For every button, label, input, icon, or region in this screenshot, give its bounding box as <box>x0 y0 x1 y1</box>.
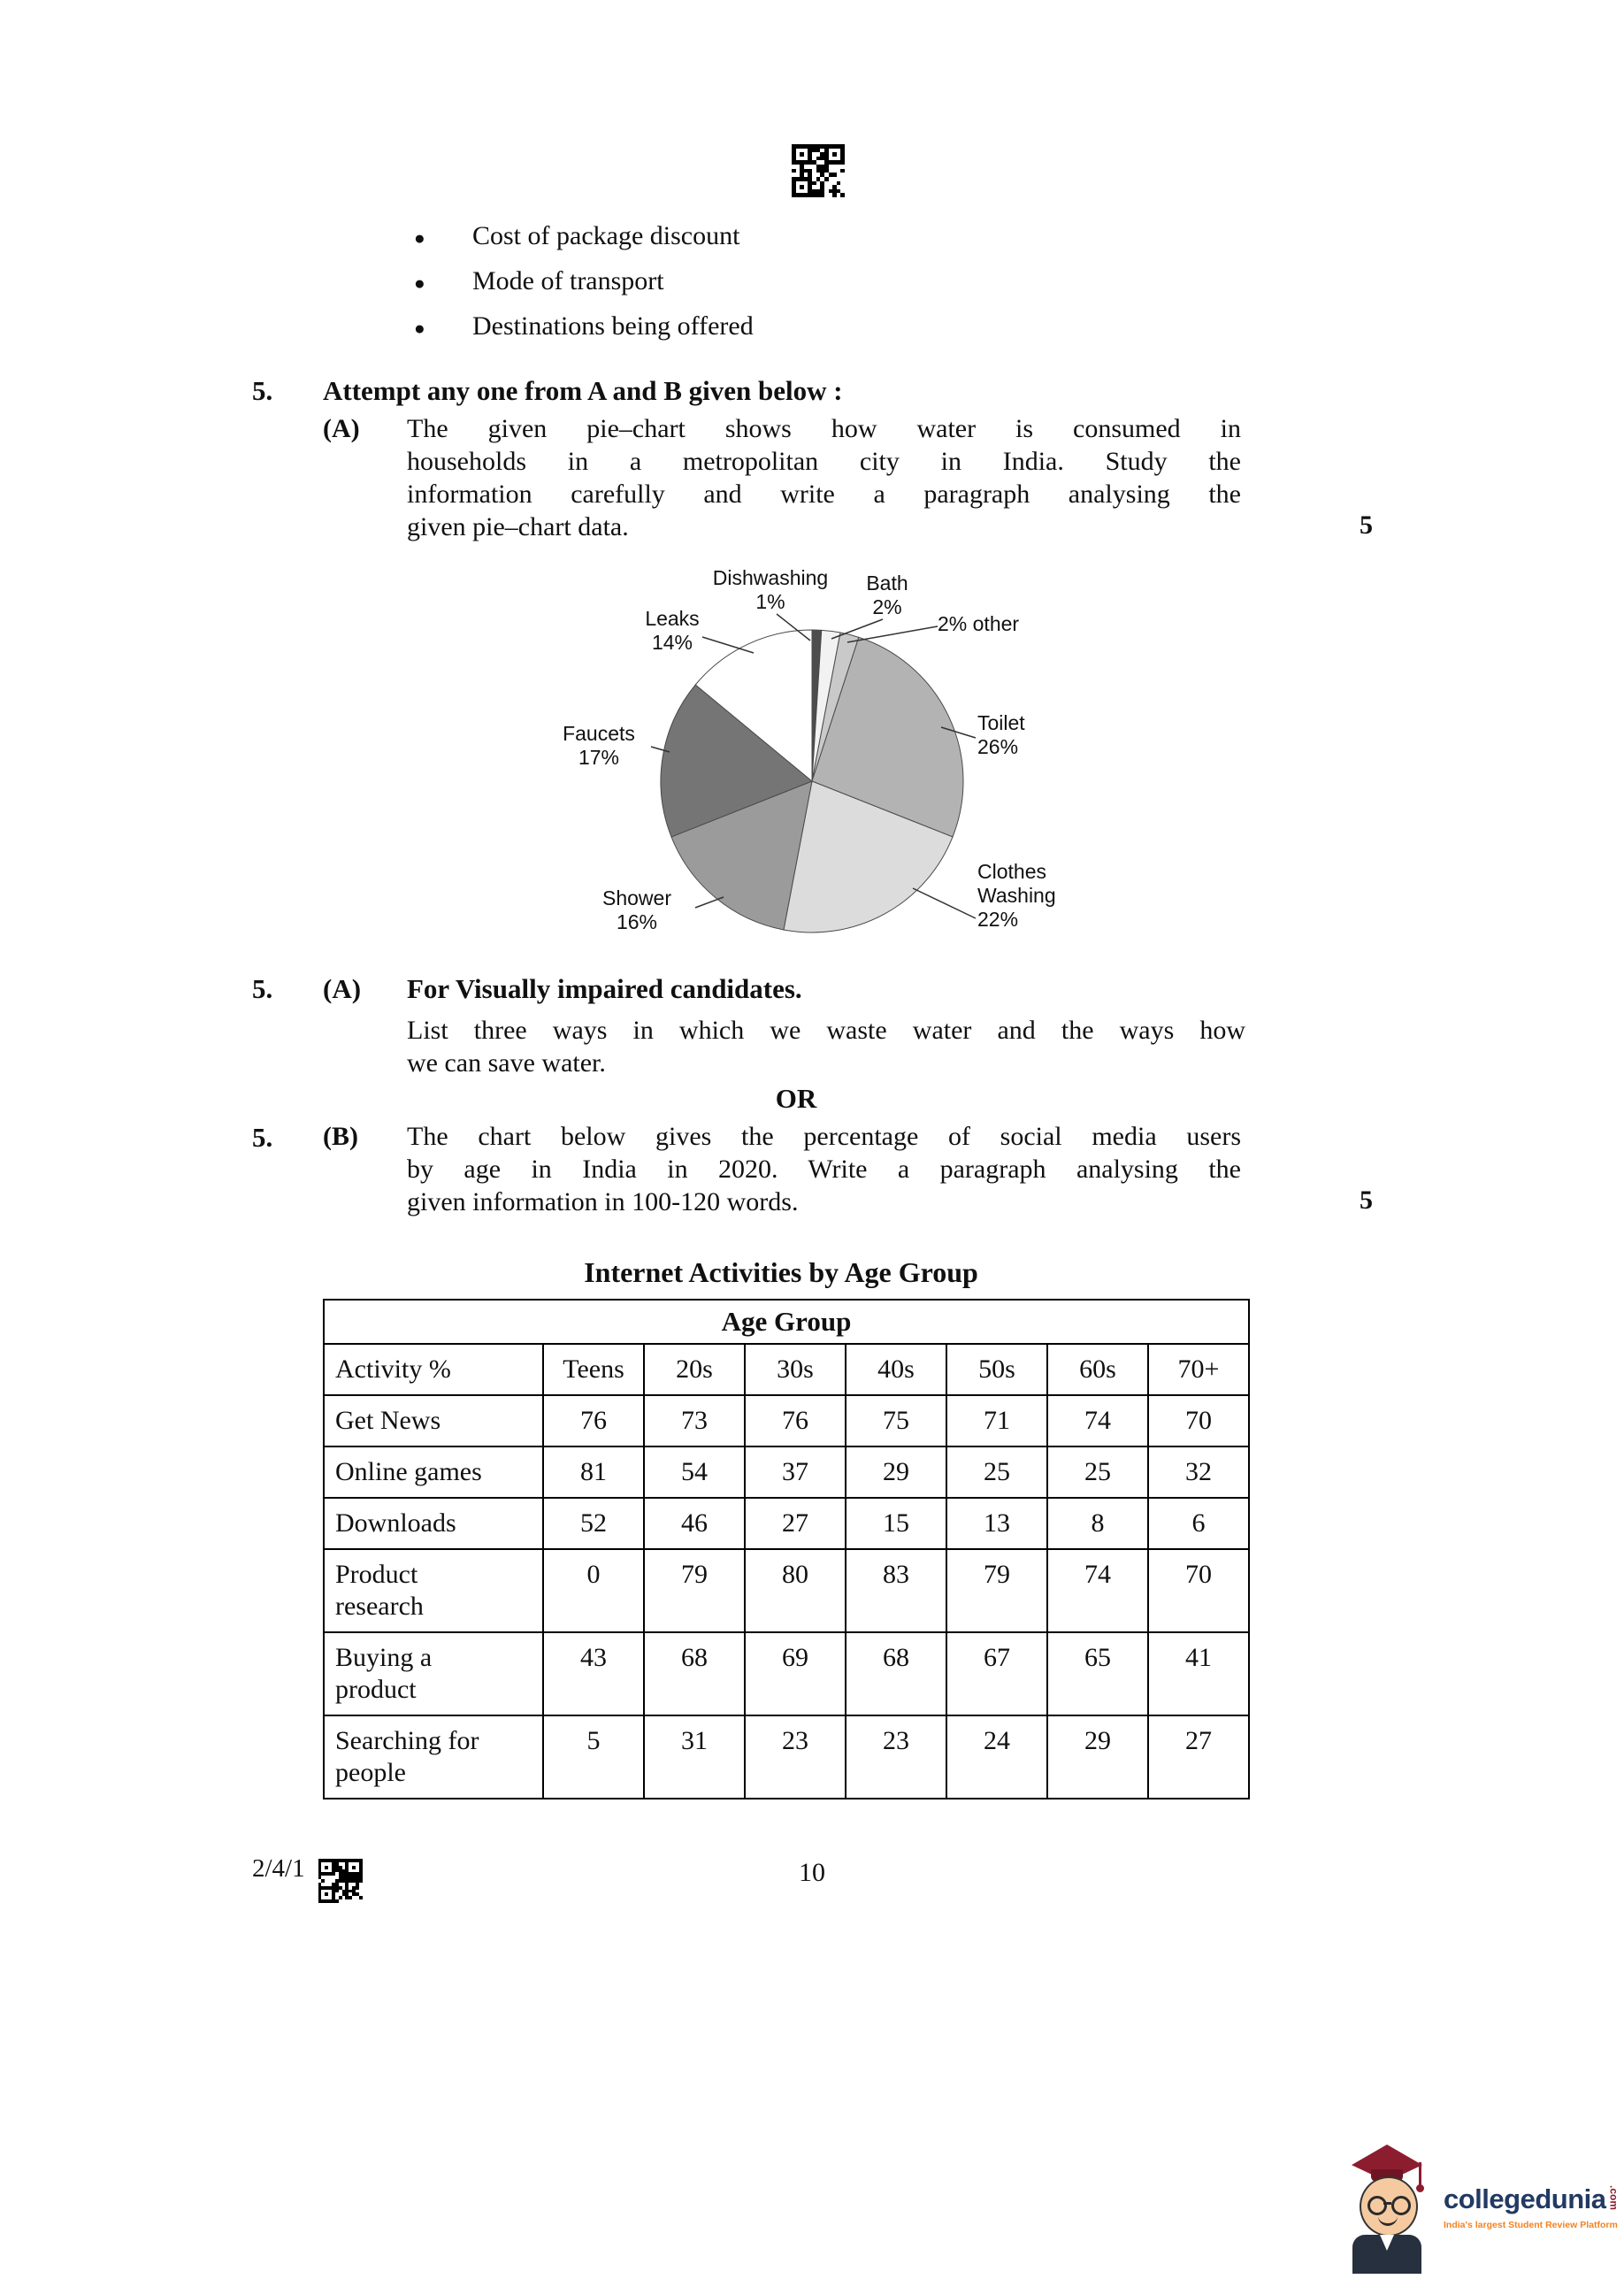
mascot-face <box>1360 2176 1418 2237</box>
brand-wordmark: collegedunia <box>1444 2183 1606 2214</box>
table-cell: 29 <box>846 1446 946 1498</box>
table-cell: 76 <box>543 1395 644 1446</box>
label-text: Clothes <box>977 860 1046 883</box>
text-line: information carefully and write a paragraph analysing the <box>407 480 1241 509</box>
table-cell: 52 <box>543 1498 644 1549</box>
option-a-label: (A) <box>323 973 362 1004</box>
row-label: Buying a product <box>324 1632 543 1715</box>
label-value: 2% <box>872 595 902 618</box>
label-value: 26% <box>977 735 1019 758</box>
table-title: Internet Activities by Age Group <box>584 1256 978 1288</box>
column-header: 70+ <box>1148 1344 1249 1395</box>
table-cell: 70 <box>1148 1549 1249 1632</box>
text-line: given pie–chart data. <box>407 512 629 541</box>
row-label: Searching for people <box>324 1715 543 1799</box>
brand-tld: .com <box>1607 2185 1620 2211</box>
column-header: 60s <box>1047 1344 1148 1395</box>
pie-label-faucets <box>541 722 656 770</box>
table-cell: 71 <box>946 1395 1047 1446</box>
table-cell: 41 <box>1148 1632 1249 1715</box>
column-header-row <box>324 1344 1249 1395</box>
table-cell: 68 <box>846 1632 946 1715</box>
row-label: Get News <box>324 1395 543 1446</box>
glasses-icon <box>1391 2196 1411 2215</box>
table-cell: 67 <box>946 1632 1047 1715</box>
label-value: 17% <box>578 746 620 769</box>
or-separator: OR <box>775 1083 817 1114</box>
pie-label-leaks <box>628 607 716 655</box>
table-cell: 8 <box>1047 1498 1148 1549</box>
bullet-icon: ● <box>414 272 425 294</box>
table-cell: 65 <box>1047 1632 1148 1715</box>
list-item <box>414 266 754 311</box>
text-line: households in a metropolitan city in India. Study the <box>407 447 1241 476</box>
table-cell: 43 <box>543 1632 644 1715</box>
row-label: Product research <box>324 1549 543 1632</box>
label-text: Faucets <box>563 722 635 745</box>
table-row <box>324 1498 1249 1549</box>
label-text: Toilet <box>977 711 1025 734</box>
label-text: Dishwashing <box>712 566 829 589</box>
table-cell: 27 <box>1148 1715 1249 1799</box>
column-header: 20s <box>644 1344 745 1395</box>
table-cell: 13 <box>946 1498 1047 1549</box>
option-b-label: (B) <box>323 1122 358 1151</box>
table-cell: 31 <box>644 1715 745 1799</box>
question-5-header <box>252 375 843 407</box>
list-item <box>414 311 754 357</box>
vi-candidates-title: For Visually impaired candidates. <box>407 973 802 1004</box>
text-line: by age in India in 2020. Write a paragraph analysing the <box>407 1155 1241 1184</box>
column-header: 30s <box>745 1344 846 1395</box>
table-cell: 6 <box>1148 1498 1249 1549</box>
label-value: 22% <box>977 908 1019 931</box>
table-cell: 32 <box>1148 1446 1249 1498</box>
paper-code: 2/4/1 <box>252 1854 305 1883</box>
group-header-cell: Age Group <box>324 1300 1249 1344</box>
row-label: Online games <box>324 1446 543 1498</box>
table-cell: 37 <box>745 1446 846 1498</box>
table-cell: 23 <box>745 1715 846 1799</box>
table-cell: 68 <box>644 1632 745 1715</box>
pie-label-other <box>938 612 1070 636</box>
label-text: Leaks <box>645 607 700 630</box>
table-cell: 54 <box>644 1446 745 1498</box>
bullet-list <box>414 221 754 357</box>
table-cell: 69 <box>745 1632 846 1715</box>
table-cell: 73 <box>644 1395 745 1446</box>
question-title: Attempt any one from A and B given below : <box>323 375 843 406</box>
marks-badge: 5 <box>1360 1186 1373 1215</box>
bullet-icon: ● <box>414 227 425 249</box>
column-header: Activity % <box>324 1344 543 1395</box>
label-value: 1% <box>755 590 785 613</box>
question-number: 5. <box>252 1122 273 1153</box>
table-cell: 79 <box>644 1549 745 1632</box>
table-cell: 75 <box>846 1395 946 1446</box>
marks-badge: 5 <box>1360 510 1373 540</box>
table-row <box>324 1549 1249 1632</box>
bullet-text: Cost of package discount <box>472 221 740 250</box>
logo-text <box>1444 2183 1620 2230</box>
label-value: 14% <box>651 631 693 654</box>
column-header: 50s <box>946 1344 1047 1395</box>
pie-label-shower <box>584 886 690 934</box>
table-row <box>324 1446 1249 1498</box>
table-cell: 23 <box>846 1715 946 1799</box>
bullet-text: Mode of transport <box>472 266 664 295</box>
question-5a-text <box>407 412 1241 543</box>
pie-label-dishwashing <box>706 566 835 614</box>
pie-label-toilet <box>977 711 1084 759</box>
label-text: Bath <box>866 572 908 595</box>
page-number: 10 <box>799 1858 825 1887</box>
list-item <box>414 221 754 266</box>
table-cell: 76 <box>745 1395 846 1446</box>
question-5b-text <box>407 1120 1241 1218</box>
table-cell: 83 <box>846 1549 946 1632</box>
label-text: Washing <box>977 884 1056 907</box>
table-cell: 80 <box>745 1549 846 1632</box>
pie-label-clothes-washing <box>977 860 1101 932</box>
glasses-icon <box>1367 2196 1387 2215</box>
column-header: 40s <box>846 1344 946 1395</box>
smile-icon <box>1378 2214 1398 2226</box>
table-cell: 79 <box>946 1549 1047 1632</box>
table-cell: 0 <box>543 1549 644 1632</box>
text-line: we can save water. <box>407 1048 606 1078</box>
text-line: The given pie–chart shows how water is consumed in <box>407 414 1241 443</box>
table-cell: 74 <box>1047 1549 1148 1632</box>
column-header: Teens <box>543 1344 644 1395</box>
water-consumption-pie-chart <box>495 564 1132 980</box>
label-text: 2% other <box>938 612 1020 635</box>
text-line: given information in 100-120 words. <box>407 1187 799 1216</box>
table-row <box>324 1715 1249 1799</box>
pie-label-bath <box>856 572 918 619</box>
table-row <box>324 1395 1249 1446</box>
table-cell: 25 <box>1047 1446 1148 1498</box>
question-number: 5. <box>252 375 273 406</box>
table-row <box>324 1632 1249 1715</box>
table-group-header-row <box>324 1300 1249 1344</box>
text-line: List three ways in which we waste water and the ways how <box>407 1016 1245 1045</box>
text-line: The chart below gives the percentage of social media users <box>407 1122 1241 1151</box>
option-a-label: (A) <box>323 414 360 443</box>
label-value: 16% <box>616 910 658 933</box>
tassel-icon <box>1419 2162 1421 2185</box>
qr-code-top <box>791 143 846 198</box>
table-cell: 74 <box>1047 1395 1148 1446</box>
table-cell: 24 <box>946 1715 1047 1799</box>
internet-activities-table <box>323 1299 1250 1799</box>
table-cell: 70 <box>1148 1395 1249 1446</box>
table-cell: 46 <box>644 1498 745 1549</box>
table-cell: 29 <box>1047 1715 1148 1799</box>
bullet-text: Destinations being offered <box>472 311 754 341</box>
activities-table-body <box>324 1395 1249 1799</box>
row-label: Downloads <box>324 1498 543 1549</box>
collegedunia-mascot <box>1341 2145 1433 2274</box>
bullet-icon: ● <box>414 318 425 339</box>
table-cell: 27 <box>745 1498 846 1549</box>
table-cell: 81 <box>543 1446 644 1498</box>
table-cell: 25 <box>946 1446 1047 1498</box>
brand-tagline: India's largest Student Review Platform <box>1444 2220 1618 2230</box>
vi-candidates-text <box>407 1014 1245 1079</box>
collegedunia-logo <box>1341 2145 1620 2274</box>
table-cell: 15 <box>846 1498 946 1549</box>
label-text: Shower <box>602 886 671 909</box>
table-cell: 5 <box>543 1715 644 1799</box>
question-number: 5. <box>252 973 273 1004</box>
